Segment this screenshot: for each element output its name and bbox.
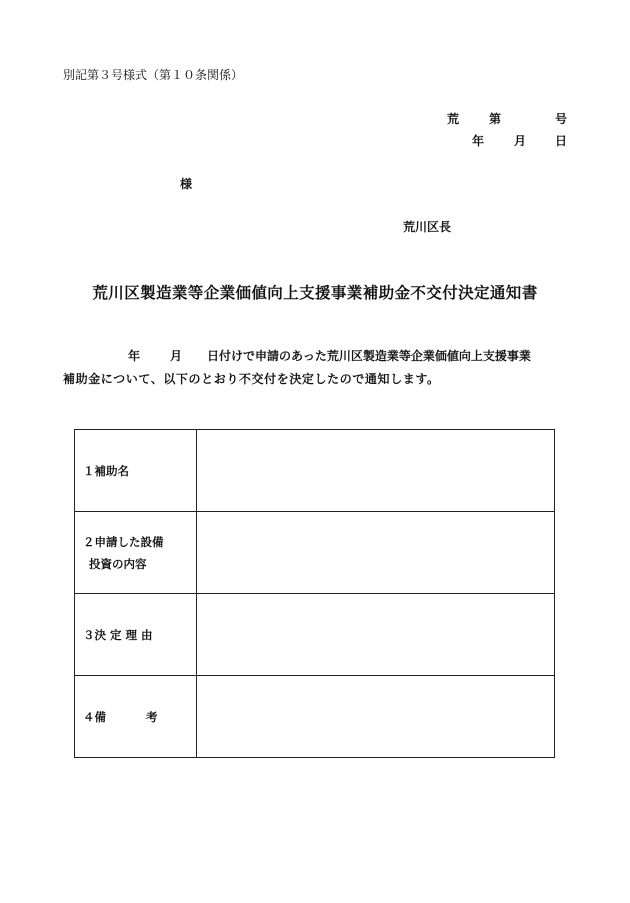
label-text: ３決 定 理 由 [83,627,153,642]
row-value-decision-reason [197,594,555,676]
row-label-investment-content [75,512,197,594]
issue-date-year: 年 [472,134,485,148]
issue-date-day: 日 [555,134,568,148]
body-year: 年 [128,349,141,363]
row-label-decision-reason [75,594,197,676]
issue-date-month: 月 [514,134,527,148]
table-row [75,512,555,594]
recipient-honorific: 様 [180,177,193,191]
ref-dai: 第 [489,112,502,126]
label-text-continued: 考 [146,709,158,724]
row-value-investment-content [197,512,555,594]
label-text: ２申請した設備 [83,534,164,549]
body-month: 月 [170,349,183,363]
row-label-remarks [75,676,197,758]
ref-go: 号 [555,112,568,126]
details-table [74,429,555,758]
label-text-continued: 投資の内容 [89,556,147,571]
table-row [75,430,555,512]
issue-date [472,132,567,148]
row-value-subsidy-name [197,430,555,512]
label-text: １補助名 [83,463,129,478]
label-text: ４備 [83,709,106,724]
ref-prefix: 荒 [447,112,460,126]
form-number-label: 別記第３号様式（第１０条関係） [63,68,244,82]
row-label-subsidy-name [75,430,197,512]
body-line2-text: 補助金について、以下のとおり不交付を決定したので通知します。 [63,372,440,386]
document-reference-number [447,110,567,126]
row-value-remarks [197,676,555,758]
body-line1-text: 日付けで申請のあった荒川区製造業等企業価値向上支援事業 [207,349,531,363]
table-row [75,594,555,676]
issuer-name: 荒川区長 [403,220,452,234]
document-title: 荒川区製造業等企業価値向上支援事業補助金不交付決定通知書 [92,284,538,302]
table-row [75,676,555,758]
